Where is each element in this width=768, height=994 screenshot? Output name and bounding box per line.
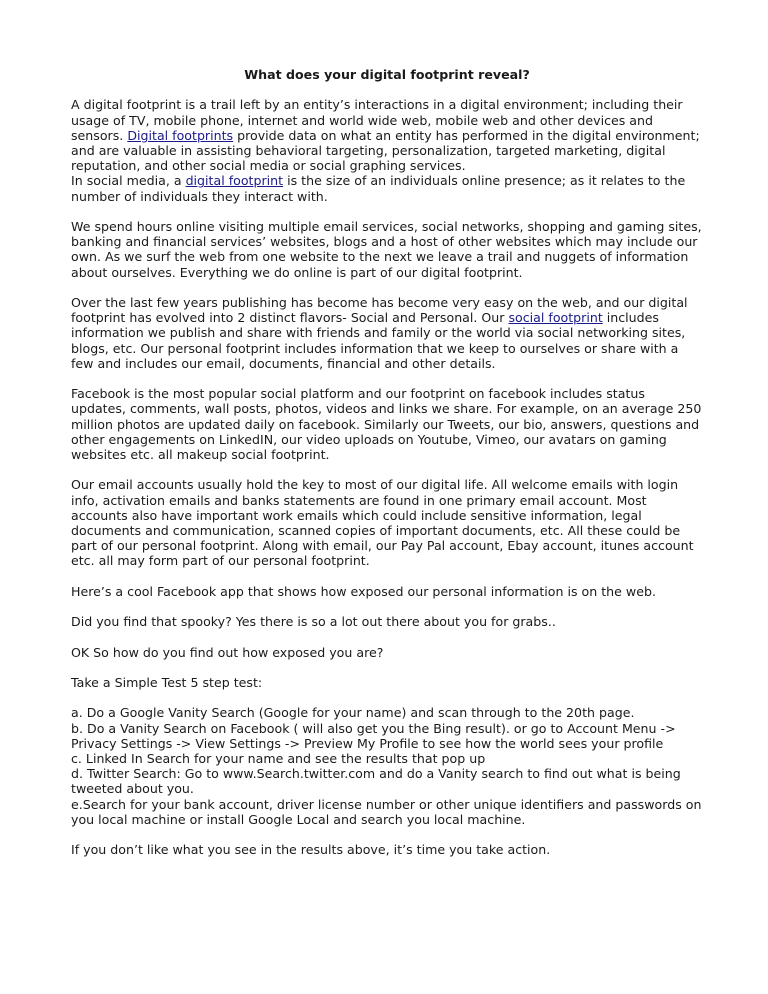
step-d: d. Twitter Search: Go to www.Search.twitter.com and do a Vanity search to find out what is being tweeted about you. [71, 766, 681, 797]
paragraph-online-activity: We spend hours online visiting multiple email services, social networks, shopping and gaming sites, banking and financial services’ websites, blogs and a host of other websites which may include our own. As we surf the web from one website to the next we leave a trail and nuggets of information about ourselves. Everything we do online is part of our digital footprint. [71, 219, 702, 280]
step-c: c. Linked In Search for your name and see the results that pop up [71, 750, 486, 766]
steps-list [71, 705, 703, 827]
paragraph-definition [71, 97, 703, 203]
social-footprint-link[interactable]: social footprint [508, 310, 603, 326]
text: provide data on what an entity has performed in the digital environment; and are valuable in assisting behavioral targeting, personalization, targeted marketing, digital reputation, and other social media or social graphing services. [71, 127, 700, 174]
step-a: a. Do a Google Vanity Search (Google for your name) and scan through to the 20th page. [71, 705, 635, 721]
document-body [71, 67, 703, 873]
paragraph-test-intro: Take a Simple Test 5 step test: [71, 674, 263, 690]
paragraph-conclusion: If you don’t like what you see in the results above, it’s time you take action. [71, 842, 551, 858]
step-b: b. Do a Vanity Search on Facebook ( will also get you the Bing result). or go to Account Menu -> Privacy Settings -> View Settings -> Preview My Profile to see how the world sees your profile [71, 720, 676, 751]
digital-footprint-link[interactable]: digital footprint [185, 173, 284, 189]
page-title: What does your digital footprint reveal? [244, 67, 530, 82]
paragraph-facebook-app: Here’s a cool Facebook app that shows how exposed our personal information is on the web. [71, 583, 656, 599]
paragraph-how-exposed: OK So how do you find out how exposed you are? [71, 644, 384, 660]
text: includes information we publish and share with friends and family or the world via social networking sites, blogs, etc. Our personal footprint includes information that we keep to ourselves or share with a few and includes our email, documents, financial and other details. [71, 310, 686, 371]
step-e: e.Search for your bank account, driver license number or other unique identifiers and passwords on you local machine or install Google Local and search you local machine. [71, 796, 702, 827]
digital-footprints-link[interactable]: Digital footprints [127, 127, 234, 143]
paragraph-spooky: Did you find that spooky? Yes there is so a lot out there about you for grabs.. [71, 614, 556, 630]
paragraph-social-personal [71, 295, 703, 371]
paragraph-facebook: Facebook is the most popular social platform and our footprint on facebook includes status updates, comments, wall posts, photos, videos and links we share. For example, on an average 250 million photos are updated daily on facebook. Similarly our Tweets, our bio, answers, questions and other engagements on LinkedIN, our video uploads on Youtube, Vimeo, our avatars on gaming websites etc. all makeup social footprint. [71, 386, 702, 463]
text: A digital footprint is a trail left by an entity’s interactions in a digital environment; including their usage of TV, mobile phone, internet and world wide web, mobile web and other devices and sensors. [71, 97, 683, 143]
text: In social media, a [71, 173, 186, 189]
text: is the size of an individuals online presence; as it relates to the number of individuals they interact with. [71, 173, 686, 204]
text: Over the last few years publishing has become has become very easy on the web, and our digital footprint has evolved into 2 distinct flavors- Social and Personal. Our [71, 295, 688, 326]
paragraph-email: Our email accounts usually hold the key to most of our digital life. All welcome emails with login info, activation emails and banks statements are found in one primary email account. Most accounts also have important work emails which could include sensitive information, legal documents and communication, scanned copies of important documents, etc. All these could be part of our personal footprint. Along with email, our Pay Pal account, Ebay account, itunes account etc. all may form part of our personal footprint. [71, 477, 694, 569]
